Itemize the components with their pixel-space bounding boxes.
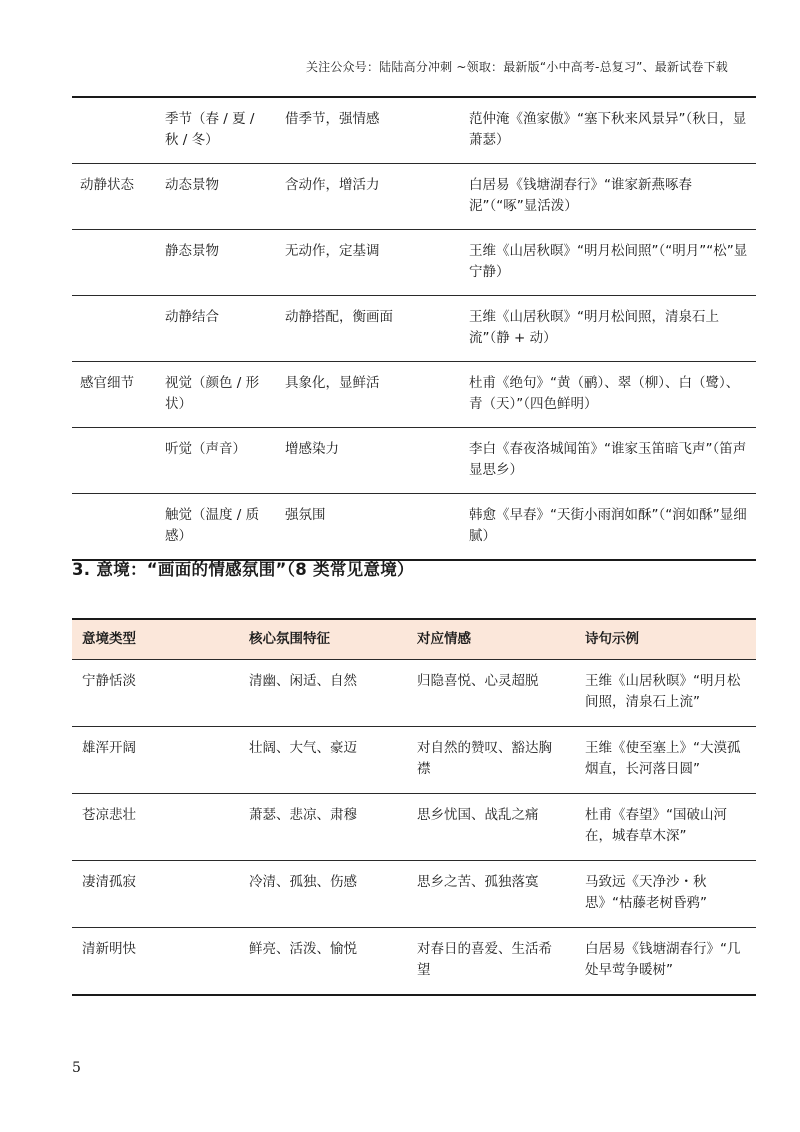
subtype-cell: 触觉（温度 / 质感） — [157, 494, 277, 561]
example-cell: 杜甫《春望》“国破山河在，城春草木深” — [575, 794, 756, 861]
example-cell: 范仲淹《渔家傲》“塞下秋来风景异”（秋日，显萧瑟） — [469, 111, 747, 148]
feature-cell: 冷清、孤独、伤感 — [239, 861, 407, 928]
category-cell — [72, 296, 157, 362]
type-cell: 苍凉悲壮 — [72, 794, 239, 861]
type-cell: 清新明快 — [72, 928, 239, 996]
column-header: 核心氛围特征 — [239, 619, 407, 660]
feature-cell: 萧瑟、悲凉、肃穆 — [239, 794, 407, 861]
type-cell: 凄清孤寂 — [72, 861, 239, 928]
table-header-row — [72, 619, 756, 660]
table-row — [72, 494, 756, 561]
effect-cell: 无动作，定基调 — [277, 230, 461, 296]
category-cell — [72, 97, 157, 164]
example-cell: 王维《山居秋暝》“明月松间照”（“明月”“松”显宁静） — [461, 230, 756, 296]
subtype-cell: 季节（春 / 夏 / 秋 / 冬） — [165, 111, 255, 148]
example-cell: 李白《春夜洛城闻笛》“谁家玉笛暗飞声”（笛声显思乡） — [461, 428, 756, 494]
column-header: 意境类型 — [72, 619, 239, 660]
emotion-cell: 思乡之苦、孤独落寞 — [407, 861, 575, 928]
table-row — [72, 230, 756, 296]
table-row — [72, 928, 756, 996]
table-row — [72, 861, 756, 928]
example-cell: 韩愈《早春》“天街小雨润如酥”（“润如酥”显细腻） — [461, 494, 756, 561]
subtype-cell: 动态景物 — [157, 164, 277, 230]
emotion-cell: 对春日的喜爱、生活希望 — [407, 928, 575, 996]
table-row — [72, 727, 756, 794]
example-cell: 杜甫《绝句》“黄（鹂）、翠（柳）、白（鹭）、青（天）”（四色鲜明） — [461, 362, 756, 428]
type-cell: 雄浑开阔 — [72, 727, 239, 794]
effect-cell: 借季节，强情感 — [285, 111, 380, 127]
feature-cell: 清幽、闲适、自然 — [239, 660, 407, 727]
table-row — [72, 660, 756, 727]
example-cell: 王维《山居秋暝》“明月松间照，清泉石上流”（静 + 动） — [461, 296, 756, 362]
subtype-cell: 视觉（颜色 / 形状） — [157, 362, 277, 428]
table-row — [72, 362, 756, 428]
effect-cell: 强氛围 — [277, 494, 461, 561]
example-cell: 马致远《天净沙・秋思》“枯藤老树昏鸦” — [575, 861, 756, 928]
effect-cell: 含动作，增活力 — [277, 164, 461, 230]
category-cell: 感官细节 — [72, 362, 157, 428]
effect-cell: 具象化，显鲜活 — [277, 362, 461, 428]
emotion-cell: 对自然的赞叹、豁达胸襟 — [407, 727, 575, 794]
page-header: 关注公众号：陆陆高分冲刺 ~领取：最新版“小中高考-总复习”、最新试卷下载 — [305, 60, 728, 74]
feature-cell: 鲜亮、活泼、愉悦 — [239, 928, 407, 996]
emotion-cell: 思乡忧国、战乱之痛 — [407, 794, 575, 861]
type-cell: 宁静恬淡 — [72, 660, 239, 727]
artistic-conception-table — [72, 618, 756, 996]
subtype-cell: 静态景物 — [157, 230, 277, 296]
column-header: 诗句示例 — [575, 619, 756, 660]
table-row — [72, 164, 756, 230]
table-row — [72, 97, 756, 164]
column-header: 对应情感 — [407, 619, 575, 660]
category-cell — [72, 428, 157, 494]
category-cell — [72, 230, 157, 296]
table-row — [72, 794, 756, 861]
example-cell: 王维《山居秋暝》“明月松间照，清泉石上流” — [575, 660, 756, 727]
example-cell: 白居易《钱塘湖春行》“谁家新燕啄春泥”（“啄”显活泼） — [461, 164, 756, 230]
table-row — [72, 428, 756, 494]
category-cell: 动静状态 — [72, 164, 157, 230]
example-cell: 白居易《钱塘湖春行》“几处早莺争暖树” — [575, 928, 756, 996]
effect-cell: 动静搭配，衡画面 — [277, 296, 461, 362]
table-row — [72, 296, 756, 362]
subtype-cell: 听觉（声音） — [157, 428, 277, 494]
feature-cell: 壮阔、大气、豪迈 — [239, 727, 407, 794]
subtype-cell: 动静结合 — [157, 296, 277, 362]
imagery-technique-table — [72, 96, 756, 561]
example-cell: 王维《使至塞上》“大漠孤烟直，长河落日圆” — [575, 727, 756, 794]
category-cell — [72, 494, 157, 561]
emotion-cell: 归隐喜悦、心灵超脱 — [407, 660, 575, 727]
section-heading: 3. 意境：“画面的情感氛围”（8 类常见意境） — [72, 560, 414, 579]
page-number: 5 — [72, 1060, 81, 1076]
effect-cell: 增感染力 — [277, 428, 461, 494]
